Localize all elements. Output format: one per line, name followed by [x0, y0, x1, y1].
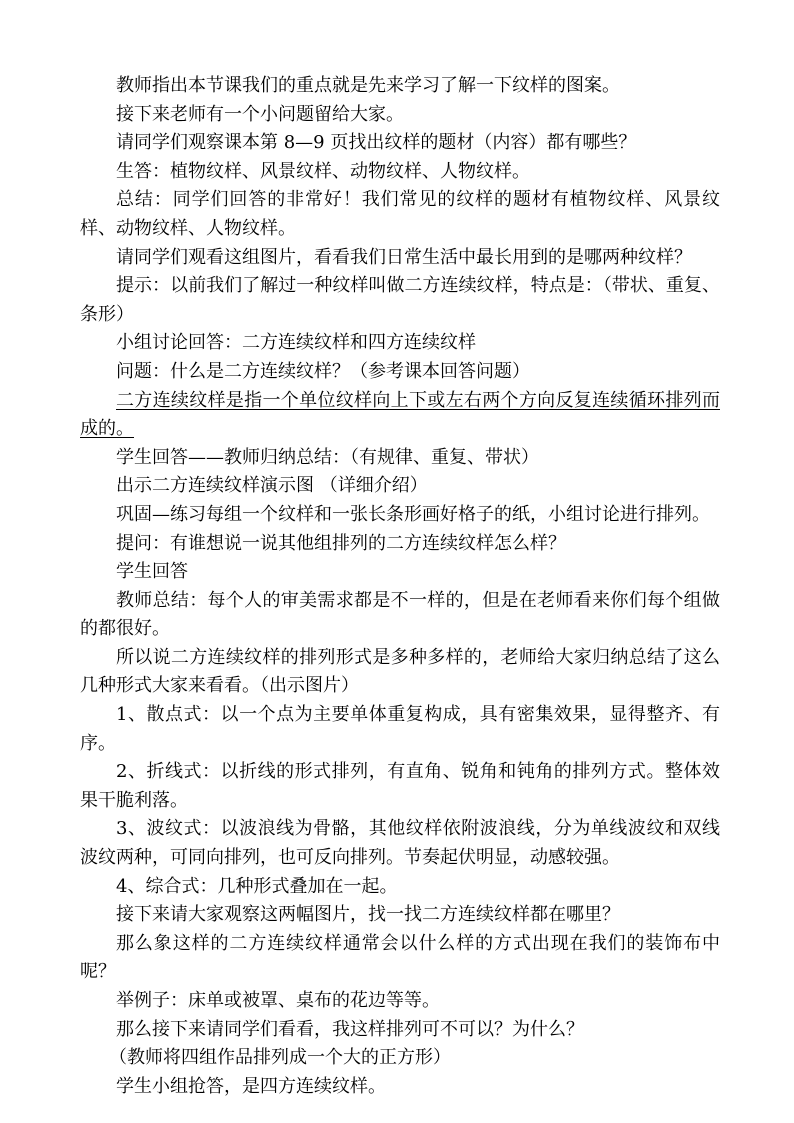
paragraph-13: 巩固—练习每组一个纹样和一张长条形画好格子的纸，小组讨论进行排列。: [116, 503, 710, 525]
paragraph-10-definition: [80, 387, 720, 444]
paragraph-9: 问题：什么是二方连续纹样？（参考课本回答问题）: [116, 360, 530, 382]
paragraph-23: 那么象这样的二方连续纹样通常会以什么样的方式出现在我们的装饰布中呢？: [80, 932, 720, 983]
paragraph-17: 所以说二方连续纹样的排列形式是多种多样的，老师给大家归纳总结了这么几种形式大家来看看。（出示图片）: [80, 646, 720, 697]
paragraph-21: 4、综合式：几种形式叠加在一起。: [116, 875, 398, 897]
paragraph-16: 教师总结：每个人的审美需求都是不一样的，但是在老师看来你们每个组做的都很好。: [80, 589, 720, 640]
underlined-definition: 二方连续纹样是指一个单位纹样向上下或左右两个方向反复连续循环排列而成的。: [80, 389, 720, 440]
paragraph-15: 学生回答: [116, 561, 188, 583]
paragraph-26: （教师将四组作品排列成一个大的正方形）: [109, 1047, 451, 1069]
paragraph-18: 1、散点式：以一个点为主要单体重复构成，具有密集效果，显得整齐、有序。: [80, 704, 720, 754]
paragraph-14: 提问：有谁想说一说其他组排列的二方连续纹样怎么样？: [116, 532, 566, 554]
paragraph-24: 举例子：床单或被罩、桌布的花边等等。: [116, 990, 440, 1011]
paragraph-1: 教师指出本节课我们的重点就是先来学习了解一下纹样的图案。: [116, 75, 620, 96]
paragraph-20: 3、波纹式：以波浪线为骨骼，其他纹样依附波浪线，分为单线波纹和双线波纹两种，可同向排列，也可反向排列。节奏起伏明显，动感较强。: [80, 818, 720, 869]
paragraph-2: 接下来老师有一个小问题留给大家。: [116, 103, 404, 125]
paragraph-6: 请同学们观看这组图片，看看我们日常生活中最长用到的是哪两种纹样？: [116, 246, 692, 268]
paragraph-8: 小组讨论回答：二方连续纹样和四方连续纹样: [116, 332, 476, 354]
paragraph-3: 请同学们观察课本第 8—9 页找出纹样的题材（内容）都有哪些？: [116, 132, 637, 154]
paragraph-22: 接下来请大家观察这两幅图片，找一找二方连续纹样都在哪里？: [116, 904, 620, 926]
paragraph-12: 出示二方连续纹样演示图 （详细介绍）: [116, 475, 428, 497]
paragraph-25: 那么接下来请同学们看看，我这样排列可不可以？为什么？: [116, 1018, 584, 1040]
paragraph-5: 总结：同学们回答的非常好！我们常见的纹样的题材有植物纹样、风景纹样、动物纹样、人物纹样。: [80, 189, 720, 239]
paragraph-19: 2、折线式：以折线的形式排列，有直角、锐角和钝角的排列方式。整体效果干脆利落。: [80, 761, 720, 811]
document-page: [80, 72, 720, 1101]
paragraph-7: 提示：以前我们了解过一种纹样叫做二方连续纹样，特点是：（带状、重复、条形）: [80, 275, 720, 325]
paragraph-4: 生答：植物纹样、风景纹样、动物纹样、人物纹样。: [116, 160, 530, 182]
paragraph-11: 学生回答——教师归纳总结：（有规律、重复、带状）: [116, 446, 539, 468]
paragraph-27: 学生小组抢答，是四方连续纹样。: [116, 1075, 386, 1097]
